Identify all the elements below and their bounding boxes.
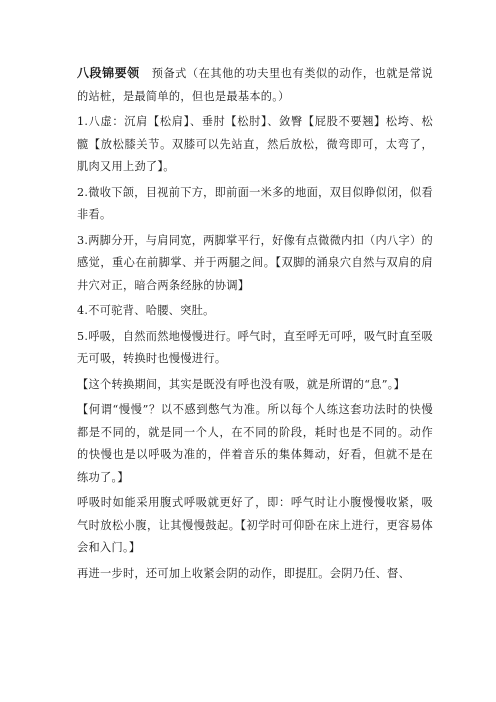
item-2: 2.微收下颌，目视前下方，即前面一米多的地面，双目似睁似闭，似看非看。 xyxy=(77,185,433,221)
item-1: 1.八虚：沉肩【松肩】、垂肘【松肘】、敛臀【屁股不要翘】松垮、松髋【放松膝关节。双膝可以先站直，然后放松，微弯即可，太弯了，肌肉又用上劲了】。 xyxy=(77,115,433,173)
item-4: 4.不可驼背、哈腰、突肚。 xyxy=(77,304,215,317)
perineum-paragraph: 再进一步时，还可加上收紧会阴的动作，即提肛。会阴乃任、督、 xyxy=(77,566,411,580)
note-slowly: 【何谓“慢慢”？以不感到憋气为准。所以每个人练这套功法时的快慢都是不同的，就是同一个人，在不同的阶段，耗时也是不同的。动作的快慢也是以呼吸为准的，伴着音乐的集体舞动，好看，但就不是在练功了。】 xyxy=(77,403,433,484)
note-breath-transition: 【这个转换期间，其实是既没有呼也没有吸，就是所谓的“息”。】 xyxy=(77,377,406,391)
document-title: 八段锦要领 xyxy=(77,66,140,80)
document-page xyxy=(77,62,433,588)
intro-paragraph xyxy=(77,62,433,108)
item-3: 3.两脚分开，与肩同宽，两脚掌平行，好像有点微微内扣（内八字）的感觉，重心在前脚掌、并于两腿之间。【双脚的涌泉穴自然与双肩的肩井穴对正，暗合两条经脉的协调】 xyxy=(77,233,433,292)
item-5: 5.呼吸，自然而然地慢慢进行。呼气时，直至呼无可呼，吸气时直至吸无可吸，转换时也慢慢进行。 xyxy=(77,329,433,365)
intro-text: 预备式（在其他的功夫里也有类似的动作，也就是常说的站桩，是最简单的，但也是最基本的。） xyxy=(77,67,433,103)
abdominal-breathing-paragraph: 呼吸时如能采用腹式呼吸就更好了，即：呼气时让小腹慢慢收紧，吸气时放松小腹，让其慢慢鼓起。【初学时可仰卧在床上进行，更容易体会和入门。】 xyxy=(77,496,433,554)
